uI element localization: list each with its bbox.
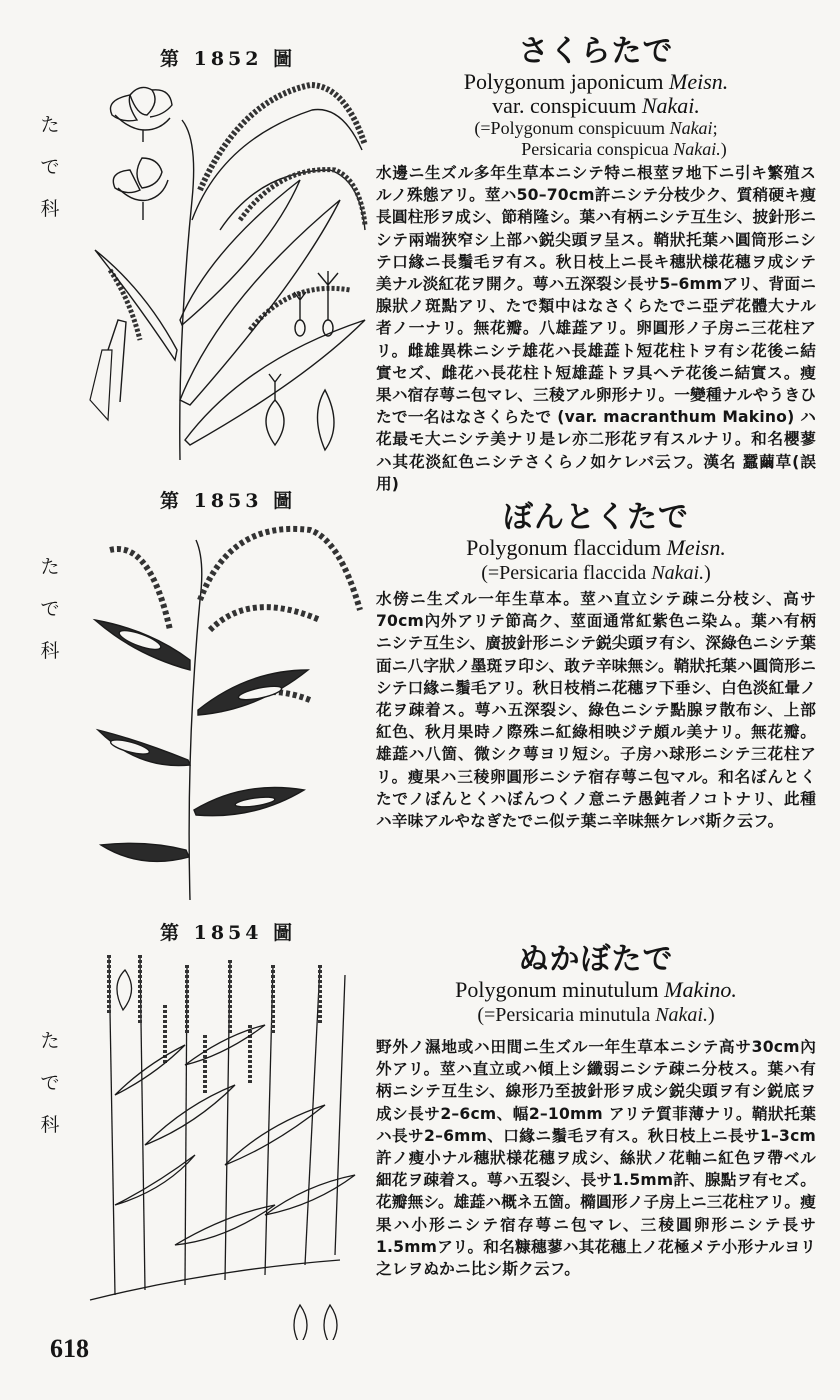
page-number: 618 — [50, 1334, 89, 1363]
scientific-name: Polygonum flaccidum Meisn. — [466, 535, 726, 560]
scientific-name: Polygonum japonicum Meisn. — [463, 69, 729, 94]
family-label: た で 科 — [40, 114, 60, 220]
figure-label-1854: 第 1854 圖 — [160, 922, 297, 944]
description: 水邊ニ生ズル多年生草本ニシテ特ニ根莖ヲ地下ニ引キ繁殖スルノ殊態アリ。莖ハ50–70cm許ニシテ分枝少ク、質稍硬キ痩長圓柱形ヲ成シ、節稍隆シ。葉ハ有柄ニシテ互生シ、披針形ニシテ兩端狹窄シ上部ハ鋭尖頭ヲ呈ス。鞘狀托葉ハ圓筒形ニシテ口緣ニ長鬚毛ヲ有ス。秋日枝上ニ長キ穗狀様花穗ヲ成シテ美ナル淡紅花ヲ開ク。萼ハ五深裂シ長サ5–6mmアリ、背面ニ腺狀ノ斑點アリ、たで類中はなさくらたでニ亞デ花體大ナル者ノ一ナリ。無花瓣。八雄蕋アリ。卵圓形ノ子房ニ三花柱アリ。雌雄異株ニシテ雄花ハ長雄蕋ト短花柱トヲ有シ花後ニ結實セズ、雌花ハ長花柱ト短雄蕋トヲ具ヘテ花後ニ結實ス。瘦果ハ宿存萼ニ包マレ、三稜アル卵形ナリ。一變種ナルやうきひたで一名はなさくらたで (var. macranthum Makino) ハ花最モ大ニシテ美ナリ是レ亦二形花ヲ有スルナリ。和名櫻蓼ハ其花淡紅色ニシテさくらノ如ケレバ云フ。漢名 蠶繭草(誤用) — [376, 164, 816, 493]
illustration-sakuratade — [70, 70, 370, 470]
entry-1853 — [376, 500, 816, 832]
entry-1854 — [376, 942, 816, 1280]
description: 野外ノ濕地或ハ田間ニ生ズル一年生草本ニシテ高サ30cm內外アリ。莖ハ直立或ハ傾上シ纖弱ニシテ疎ニ分枝ス。葉ハ有柄ニシテ互生シ、線形乃至披針形ヲ成シ鋭尖頭ヲ有シ鋭底ヲ成シ長サ2–6cm、幅2–10mm アリテ質菲薄ナリ。鞘狀托葉ハ長サ2–6mm、口緣ニ鬚毛ヲ有ス。秋日枝上ニ長サ1–3cm 許ノ瘦小ナル穗狀様花穗ヲ成シ、絲狀ノ花軸ニ紅色ヲ帶ベル細花ヲ疎着ス。萼ハ五裂シ、長サ1.5mm許、腺點ヲ有セズ。花瓣無シ。雄蕋ハ概ネ五箇。橢圓形ノ子房上ニ三花柱アリ。瘦果ハ小形ニシテ宿存萼ニ包マレ、三稜圓卵形ニシテ長サ1.5mmアリ。和名糠穗蓼ハ其花穗上ノ花極メテ小形ナルヨリ之レヲぬかニ比シ斯ク云フ。 — [376, 1038, 816, 1279]
synonym: (=Persicaria flaccida Nakai.) — [481, 562, 711, 584]
scientific-name-variety: var. conspicuum Nakai. — [492, 93, 700, 118]
japanese-name: ぬかぼたで — [518, 942, 674, 977]
family-label: た で 科 — [40, 1030, 60, 1136]
figure-label-1852: 第 1852 圖 — [160, 48, 297, 70]
figure-label-1853: 第 1853 圖 — [160, 490, 297, 512]
entry-1852 — [376, 34, 816, 495]
illustration-bontokutade — [90, 510, 370, 905]
synonym: Persicaria conspicua Nakai.) — [521, 139, 727, 159]
description: 水傍ニ生ズル一年生草本。莖ハ直立シテ疎ニ分枝シ、高サ70cm內外アリテ節高ク、莖面通常紅紫色ニ染ム。葉ハ有柄ニシテ互生シ、廣披針形ニシテ鋭尖頭ヲ有シ、深綠色ニシテ葉面ニ八字狀ノ墨斑ヲ印シ、敢テ辛味無シ。鞘狀托葉ハ圓筒形ニシテ口緣ニ鬚毛アリ。秋日枝梢ニ花穗ヲ下垂シ、白色淡紅暈ノ花ヲ疎着ス。萼ハ五深裂シ、綠色ニシテ點腺ヲ散布シ、上部紅色、秋月果時ノ際殊ニ紅綠相映ジテ頗ル美ナリ。無花瓣。雄蕋ハ八箇、微シク萼ヨリ短シ。子房ハ球形ニシテ三花柱アリ。瘦果ハ三稜卵圓形ニシテ宿存萼ニ包マル。和名ぼんとくたでノぼんとくハぼんつくノ意ニテ愚鈍者ノコトナリ、此種ハ辛味アルやなぎたでニ似テ葉ニ辛味無ケレバ斯ク云フ。 — [376, 590, 816, 831]
synonym: (=Polygonum conspicuum Nakai; — [474, 118, 718, 138]
japanese-name: さくらたで — [518, 34, 674, 69]
illustration-nukabotade — [85, 945, 365, 1340]
flower-detail-icon — [110, 87, 172, 220]
family-label: た で 科 — [40, 556, 60, 662]
japanese-name: ぼんとくたで — [503, 500, 689, 535]
synonym: (=Persicaria minutula Nakai.) — [477, 1004, 715, 1026]
scientific-name: Polygonum minutulum Makino. — [455, 977, 737, 1002]
